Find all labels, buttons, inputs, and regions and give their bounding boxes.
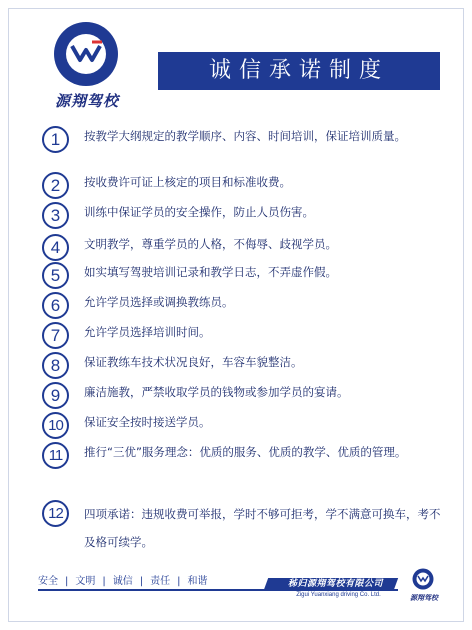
item-number: 9: [42, 382, 69, 409]
item-number: 12: [42, 500, 69, 527]
mini-logo-icon: [412, 568, 434, 590]
item-number: 8: [42, 352, 69, 379]
footer: [8, 566, 464, 622]
item-text: 训练中保证学员的安全操作，防止人员伤害。: [84, 205, 314, 219]
item-number: 1: [42, 126, 69, 153]
slogan: 和谐: [187, 576, 208, 587]
item-text: 文明教学，尊重学员的人格，不侮辱、歧视学员。: [84, 237, 337, 251]
item-number: 3: [42, 202, 69, 229]
item-text: 允许学员选择或调换教练员。: [84, 295, 234, 309]
slogan: 诚信: [112, 576, 133, 587]
slogan-separator: |: [177, 576, 181, 587]
company-name-en: Zigui Yuanxiang driving Co. Ltd.: [296, 592, 381, 598]
item-text: 保证安全按时接送学员。: [84, 415, 211, 429]
item-text: 按教学大纲规定的教学顺序、内容、时间培训，保证培训质量。: [84, 129, 406, 143]
item-text: 廉洁施教，严禁收取学员的钱物或参加学员的宴请。: [84, 385, 349, 399]
item-number: 4: [42, 234, 69, 261]
company-name: 秭归源翔驾校有限公司: [287, 579, 383, 589]
item-number: 11: [42, 442, 69, 469]
slogan: 责任: [150, 576, 171, 587]
item-text: 允许学员选择培训时间。: [84, 325, 211, 339]
item-number: 7: [42, 322, 69, 349]
item-text: 保证教练车技术状况良好，车容车貌整洁。: [84, 355, 303, 369]
item-number: 5: [42, 262, 69, 289]
slogan-strip: [38, 572, 208, 587]
item-number: 10: [42, 412, 69, 439]
slogan-separator: |: [65, 576, 69, 587]
item-text: 推行“三优”服务理念：优质的服务、优质的教学、优质的管理。: [84, 445, 407, 459]
slogan: 文明: [75, 576, 96, 587]
slogan-separator: |: [139, 576, 144, 587]
item-text: 如实填写驾驶培训记录和教学日志，不弄虚作假。: [84, 265, 337, 279]
item-text: 四项承诺：违规收费可举报，学时不够可拒考，学不满意可换车，考不及格可续学。: [84, 507, 441, 549]
slogan: 安全: [38, 576, 58, 587]
logo-emblem-icon: [52, 20, 120, 88]
slogan-separator: |: [102, 576, 106, 587]
school-logo: [42, 20, 132, 108]
item-text: 按收费许可证上核定的项目和标准收费。: [84, 175, 291, 189]
page-title: 诚信承诺制度: [158, 52, 440, 90]
logo-name: 源翔驾校: [54, 92, 119, 110]
item-number: 6: [42, 292, 69, 319]
item-number: 2: [42, 172, 69, 199]
mini-logo-name: 源翔驾校: [410, 594, 438, 602]
